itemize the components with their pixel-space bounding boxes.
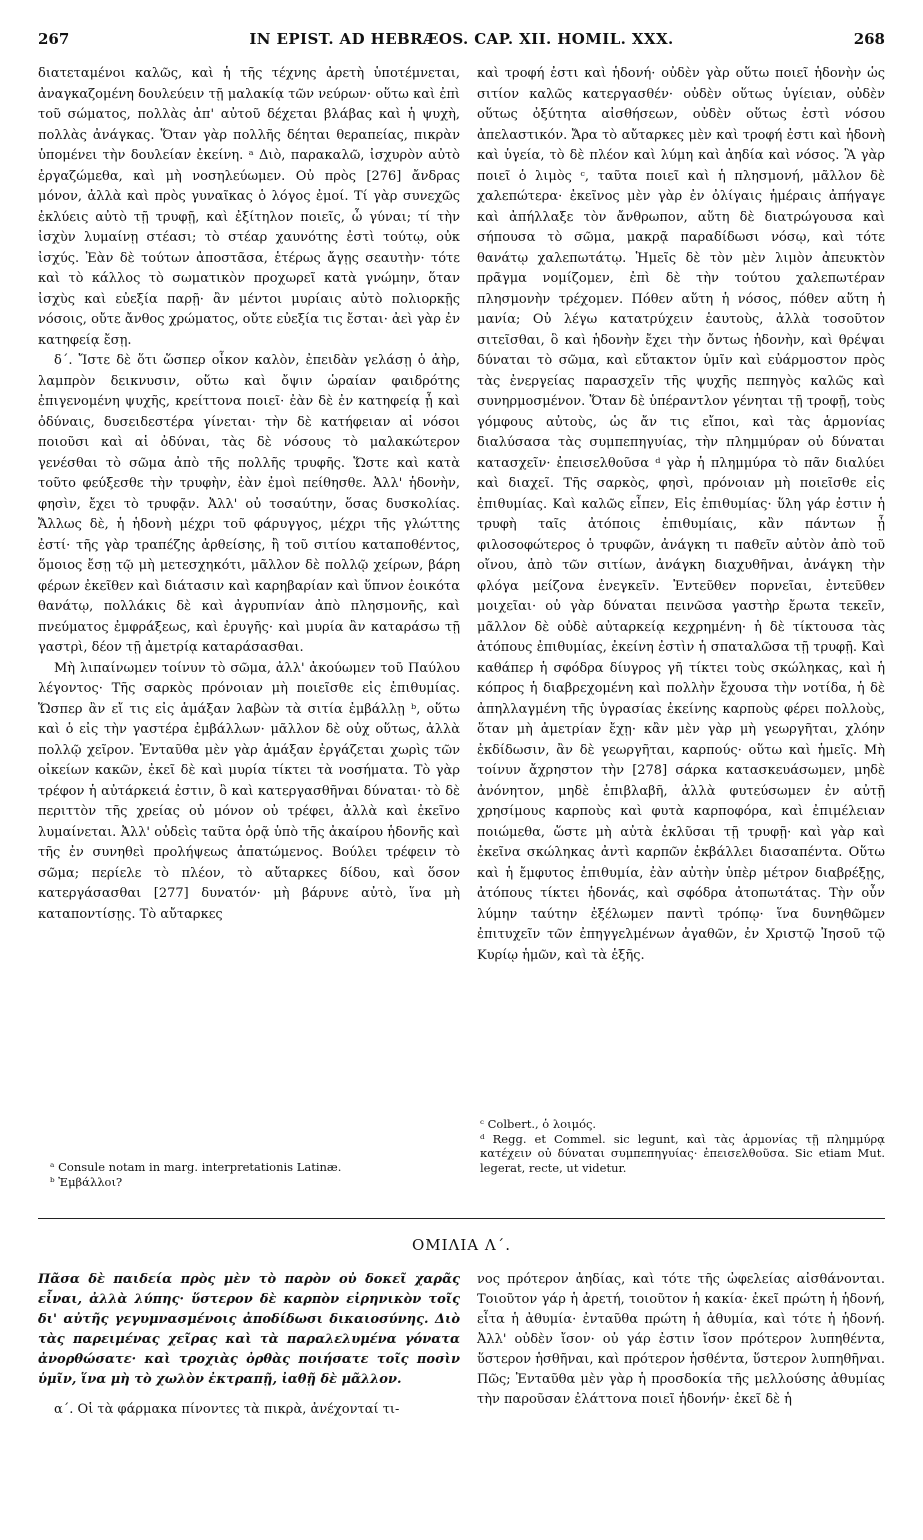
page-number-left: 267 (38, 30, 70, 48)
running-header (38, 30, 885, 54)
paragraph: διατεταμένοι καλῶς, καὶ ἡ τῆς τέχνης ἀρετὴ ὑποτέμνεται, ἀναγκαζομένη δουλεύειν τῇ μαλακίᾳ τῶν νεύρων· οὕτω καὶ ἐπὶ τοῦ σώματος, πολλὰς ἀπ' αὐτοῦ δέχεται βλάβας καὶ ἡ ψυχὴ, πολλὰς ἀνάγκας. Ὅταν γὰρ πολλῆς δέηται θεραπείας, πικρὰν ὑπομένει τὴν δουλείαν ἐκείνη. ᵃ Διὸ, παρακαλῶ, ἰσχυρὸν αὐτὸ ἐργαζώμεθα, καὶ μὴ νοσηλεύωμεν. Οὐ πρὸς [276] ἄνδρας μόνον, ἀλλὰ καὶ πρὸς γυναῖκας ὁ λόγος ἐμοί. Τί γὰρ συνεχῶς ἐκλύεις αὐτὸ τῇ τρυφῇ, καὶ ἐξίτηλον ποιεῖς, ὦ γύναι; τί τὴν ἰσχὺν λυμαίνῃ στέασι; τὸ στέαρ χαυνότης ἐστὶ τούτῳ, οὐκ ἰσχύς. Ἐὰν δὲ τούτων ἀποστᾶσα, ἑτέρως ἄγῃς σεαυτὴν· τότε καὶ τὸ κάλλος τὸ σωματικὸν προχωρεῖ κατὰ γνώμην, ὅταν ἰσχὺς καὶ εὐεξία παρῇ· ἂν μέντοι μυρίαις αὐτὸ πολιορκῇς νόσοις, οὔτε ἄνθος χρώματος, οὔτε εὐεξία τις ἔσται· ἀεὶ γὰρ ἐν κατηφείᾳ ἔσῃ. (38, 66, 460, 348)
right-column (477, 64, 885, 966)
footnote: ᵈ Regg. et Commel. sic legunt, καὶ τὰς ἁρμονίας τῇ πλημμύρᾳ κατέχειν οὐ δύναται συμπεπηγυίας· ἐπεισελθοῦσα. Sic etiam Mut. legerat, recte, ut videtur. (480, 1131, 885, 1175)
left-column (38, 64, 460, 925)
footnotes-left (50, 1160, 460, 1190)
page-number-right: 268 (853, 30, 885, 48)
footnote: ᵃ Consule notam in marg. interpretationis Latinæ. (50, 1160, 342, 1174)
homily-title: ΟΜΙΛΙΑ Λ΄. (411, 1236, 512, 1254)
epigraph: Πᾶσα δὲ παιδεία πρὸς μὲν τὸ παρὸν οὐ δοκεῖ χαρᾶς εἶναι, ἀλλὰ λύπης· ὕστερον δὲ καρπὸν εἰρηνικὸν τοῖς δι' αὐτῆς γεγυμνασμένοις ἀποδίδωσι δικαιοσύνης. Διὸ τὰς παρειμένας χεῖρας καὶ τὰ παραλελυμένα γόνατα ἀνορθώσατε· καὶ τροχιὰς ὀρθὰς ποιήσατε τοῖς ποσὶν ὑμῖν, ἵνα μὴ τὸ χωλὸν ἐκτραπῇ, ἰαθῇ δὲ μᾶλλον. (38, 1272, 460, 1387)
section-divider (38, 1218, 885, 1219)
footnote: ᵇ Ἐμβάλλοι? (50, 1175, 123, 1189)
paragraph: νος πρότερον ἀηδίας, καὶ τότε τῆς ὠφελείας αἰσθάνονται. Τοιοῦτον γάρ ἡ ἀρετή, τοιοῦτον ἡ κακία· ἐκεῖ πρώτη ἡ ἡδονή, εἶτα ἡ ἀθυμία· ἐνταῦθα πρώτη ἡ ἀθυμία, καὶ τότε ἡ ἡδονή. Ἀλλ' οὐδὲν ἴσον· οὐ γάρ ἐστιν ἴσον πρότερον λυπηθέντα, ὕστερον ἡσθῆναι, καὶ πρότερον ἡσθέντα, ὕστερον λυπηθῆναι. Πῶς; Ἐνταῦθα μὲν γὰρ ἡ προσδοκία τῆς μελλούσης ἀθυμίας τὴν παροῦσαν ἐλάττονα ποιεῖ ἡδονήν· ἐκεῖ δὲ ἡ (477, 1272, 885, 1407)
homily-left-column (38, 1270, 460, 1420)
running-title: IN EPIST. AD HEBRÆOS. CAP. XII. HOMIL. XXX. (249, 30, 674, 48)
paragraph: α΄. Οἱ τὰ φάρμακα πίνοντες τὰ πικρὰ, ἀνέχονταί τι- (54, 1402, 400, 1417)
footnotes-right (480, 1117, 885, 1175)
paragraph: δ΄. Ἴστε δὲ ὅτι ὥσπερ οἶκον καλὸν, ἐπειδὰν γελάσῃ ὁ ἀὴρ, λαμπρὸν δεικνυσιν, οὕτω καὶ ὄψιν ὡραίαν φαιδρότης ἐπιγενομένη ψυχῆς, κρείττονα ποιεῖ· ἐὰν δὲ ἐν κατηφείᾳ ᾖ καὶ ὀδύναις, δυσειδεστέρα γίνεται· τὴν δὲ κατήφειαν αἱ νόσοι ποιοῦσι καὶ αἱ ὀδύναι, τὰς δὲ νόσους τὸ μαλακώτερον γενέσθαι τὸ σῶμα ἀπὸ τῆς πολλῆς τρυφῆς. Ὥστε καὶ κατὰ τοῦτο φεύξεσθε τὴν τρυφὴν, ἐὰν ἐμοὶ πείθησθε. Ἀλλ' ἡδονὴν, φησὶν, ἔχει τὸ τρυφᾷν. Ἀλλ' οὐ τοσαύτην, ὅσας δυσκολίας. Ἄλλως δὲ, ἡ ἡδονὴ μέχρι τοῦ φάρυγγος, μέχρι τῆς γλώττης ἐστί· τῆς γὰρ τραπέζης ἀρθείσης, ἢ τοῦ σιτίου καταποθέντος, ὅμοιος ἔσῃ τῷ μὴ μετεσχηκότι, μᾶλλον δὲ πολλῷ χείρων, βάρη φέρων ἐκεῖθεν καὶ διάτασιν καὶ καρηβαρίαν καὶ ὕπνον ἐοικότα θανάτῳ, πολλάκις δὲ καὶ ἀγρυπνίαν ἀπὸ πλησμονῆς, καὶ πνεύματος ἐμφράξεως, καὶ ἐρυγῆς· καὶ μυρία ἂν καταράσω τῇ γαστρὶ, δέον τῇ ἀμετρίᾳ καταράσασθαι. (38, 353, 460, 655)
paragraph: Μὴ λιπαίνωμεν τοίνυν τὸ σῶμα, ἀλλ' ἀκούωμεν τοῦ Παύλου λέγοντος· Τῆς σαρκὸς πρόνοιαν μὴ ποιεῖσθε εἰς ἐπιθυμίας. Ὥσπερ ἂν εἴ τις εἰς ἁμάξαν λαβὼν τὰ σιτία ἐμβάλλῃ ᵇ, οὕτω καὶ ὁ εἰς τὴν γαστέρα ἐμβάλλων· μᾶλλον δὲ οὐχ οὕτως, ἀλλὰ πολλῷ χεῖρον. Ἐνταῦθα μὲν γὰρ ἁμάξαν ἐργάζεται χωρὶς τῶν οἰκείων κακῶν, ἐκεῖ δὲ καὶ μυρία τίκτει τὰ νοσήματα. Τὸ γὰρ τρέφον ἡ αὐτάρκειά ἐστιν, ὃ καὶ κατεργασθῆναι δύναται· τὸ δὲ περιττὸν τῆς χρείας οὐ μόνον οὐ τρέφει, ἀλλὰ καὶ ἐκεῖνο λυμαίνεται. Ἀλλ' οὐδεὶς ταῦτα ὁρᾷ ὑπὸ τῆς ἀκαίρου ἡδονῆς καὶ τῆς ἐν συνηθεὶ προλήψεως ἀπατώμενος. Βούλει τρέφειν τὸ σῶμα; περίελε τὸ πλέον, τὸ αὔταρκες δίδου, καὶ ὅσον κατεργάσασθαι [277] δυνατόν· μὴ βάρυνε αὐτὸ, ἵνα μὴ καταποντίσῃς. Τὸ αὔταρκες (38, 660, 460, 922)
footnote: ᶜ Colbert., ὁ λοιμός. (480, 1117, 597, 1131)
homily-right-column (477, 1270, 885, 1410)
paragraph: καὶ τροφή ἐστι καὶ ἡδονή· οὐδὲν γὰρ οὕτω ποιεῖ ἡδονὴν ὡς σιτίον καλῶς κατεργασθέν· οὐδὲν οὕτως ὑγίειαν, οὐδὲν οὕτως ὀξύτητα αἰσθήσεων, οὐδὲν οὕτως ἐστὶ νόσου ἀπελαστικόν. Ἄρα τὸ αὔταρκες μὲν καὶ τροφή ἐστι καὶ ἡδονὴ καὶ ὑγεία, τὸ δὲ πλέον καὶ λύμη καὶ ἀηδία καὶ νόσος. Ἃ γὰρ ποιεῖ ὁ λιμὸς ᶜ, ταῦτα ποιεῖ καὶ ἡ πλησμονή, μᾶλλον δὲ χαλεπώτερα· ἐκεῖνος μὲν γὰρ ἐν ὀλίγαις ἡμέραις ἀπήγαγε καὶ ἀπήλλαξε τὸν ἄνθρωπον, αὕτη δὲ διατρώγουσα καὶ σήπουσα τὸ σῶμα, μακρᾷ παραδίδωσι νόσῳ, καὶ τότε θανάτῳ χαλεπωτάτῳ. Ἡμεῖς δὲ τὸν μὲν λιμὸν ἀπευκτὸν πρᾶγμα νομίζομεν, ἐπὶ δὲ τὴν τούτου χαλεπωτέραν πλησμονὴν τρέχομεν. Πόθεν αὕτη ἡ νόσος, πόθεν αὕτη ἡ μανία; Οὐ λέγω κατατρύχειν ἑαυτοὺς, ἀλλὰ τοσοῦτον σιτεῖσθαι, ὃ καὶ ἡδονὴν ἔχει τὴν ὄντως ἡδονὴν, καὶ θρέψαι δύναται τὸ σῶμα, καὶ εὔτακτον ὑμῖν καὶ εὐάρμοστον πρὸς τὰς ἐνεργείας παρασχεῖν τῆς ψυχῆς πεπηγὸς καλῶς καὶ συνηρμοσμένον. Ὅταν δὲ ὑπέραντλον γένηται τῇ τροφῇ, τοὺς γόμφους αὐτοὺς, ὡς ἄν τις εἴποι, καὶ τὰς ἁρμονίας διαλύσασα τὰς συμπεπηγυίας, τὴν πλημμύραν οὐ δύναται κατασχεῖν· ἐπεισελθοῦσα ᵈ γὰρ ἡ πλημμύρα τὸ πᾶν διαλύει καὶ διαχεῖ. Τῆς σαρκὸς, φησὶ, πρόνοιαν μὴ ποιεῖσθε εἰς ἐπιθυμίας. Καὶ καλῶς εἶπεν, Εἰς ἐπιθυμίας· ὕλη γάρ ἐστιν ἡ τρυφὴ ταῖς ἀτόποις ἐπιθυμίαις, κἂν πάντων ᾖ φιλοσοφώτερος ὁ τρυφῶν, ἀνάγκη τι παθεῖν αὐτὸν ἀπὸ τοῦ οἴνου, ἀπὸ τῶν σιτίων, ἀνάγκη διαχυθῆναι, ἀνάγκη τὴν φλόγα μείζονα ἐνεγκεῖν. Ἐντεῦθεν πορνεῖαι, ἐντεῦθεν μοιχεῖαι· οὐ γὰρ δύναται πεινῶσα γαστὴρ ἔρωτα τεκεῖν, μᾶλλον δὲ οὐδὲ αὐταρκείᾳ κεχρημένη· ἡ δὲ τίκτουσα τὰς ἀτόπους ἐπιθυμίας, ἐκείνη ἐστὶν ἡ σπαταλῶσα τῇ τρυφῇ. Καὶ καθάπερ ἡ σφόδρα δίυγρος γῆ τίκτει τοὺς σκώληκας, καὶ ἡ κόπρος ἡ διαβρεχομένη καὶ πολλὴν ἔχουσα τὴν νοτίδα, ἡ δὲ ἀπηλλαγμένη τῆς ὑγρασίας ἐκείνης καρποὺς φέρει πολλοὺς, ὅταν μὴ ἀμετρίαν ἔχῃ· κἂν μὲν γὰρ μὴ γεωργῆται, χλόην ἐκδίδωσιν, ἂν δὲ γεωργῆται, καρπούς· οὕτω καὶ ἡμεῖς. Μὴ τοίνυν ἄχρηστον τὴν [278] σάρκα κατασκευάσωμεν, μηδὲ ἀνόνητον, μηδὲ ἐπιβλαβῆ, ἀλλὰ φυτεύσωμεν ἐν αὐτῇ χρησίμους καρποὺς καὶ φυτὰ καρποφόρα, καὶ ἐπιμέλειαν ποιώμεθα, ὥστε μὴ αὐτὰ ἐκλῦσαι τῇ τρυφῇ· καὶ γὰρ καὶ ἐκεῖνα σκώληκας ἀντὶ καρπῶν ἐκβάλλει διασαπέντα. Οὕτω καὶ ἡ ἔμφυτος ἐπιθυμία, ἐὰν αὐτὴν ὑπὲρ μέτρον διαβρέξῃς, ἀτόπους τίκτει ἡδονάς, καὶ σφόδρα ἀτοπωτάτας. Τὴν οὖν λύμην ταύτην ἐξέλωμεν παντὶ τρόπῳ· ἵνα δυνηθῶμεν ἐπιτυχεῖν τῶν ἐπηγγελμένων ἀγαθῶν, ἐν Χριστῷ Ἰησοῦ τῷ Κυρίῳ ἡμῶν, καὶ τὰ ἑξῆς. (477, 66, 885, 963)
